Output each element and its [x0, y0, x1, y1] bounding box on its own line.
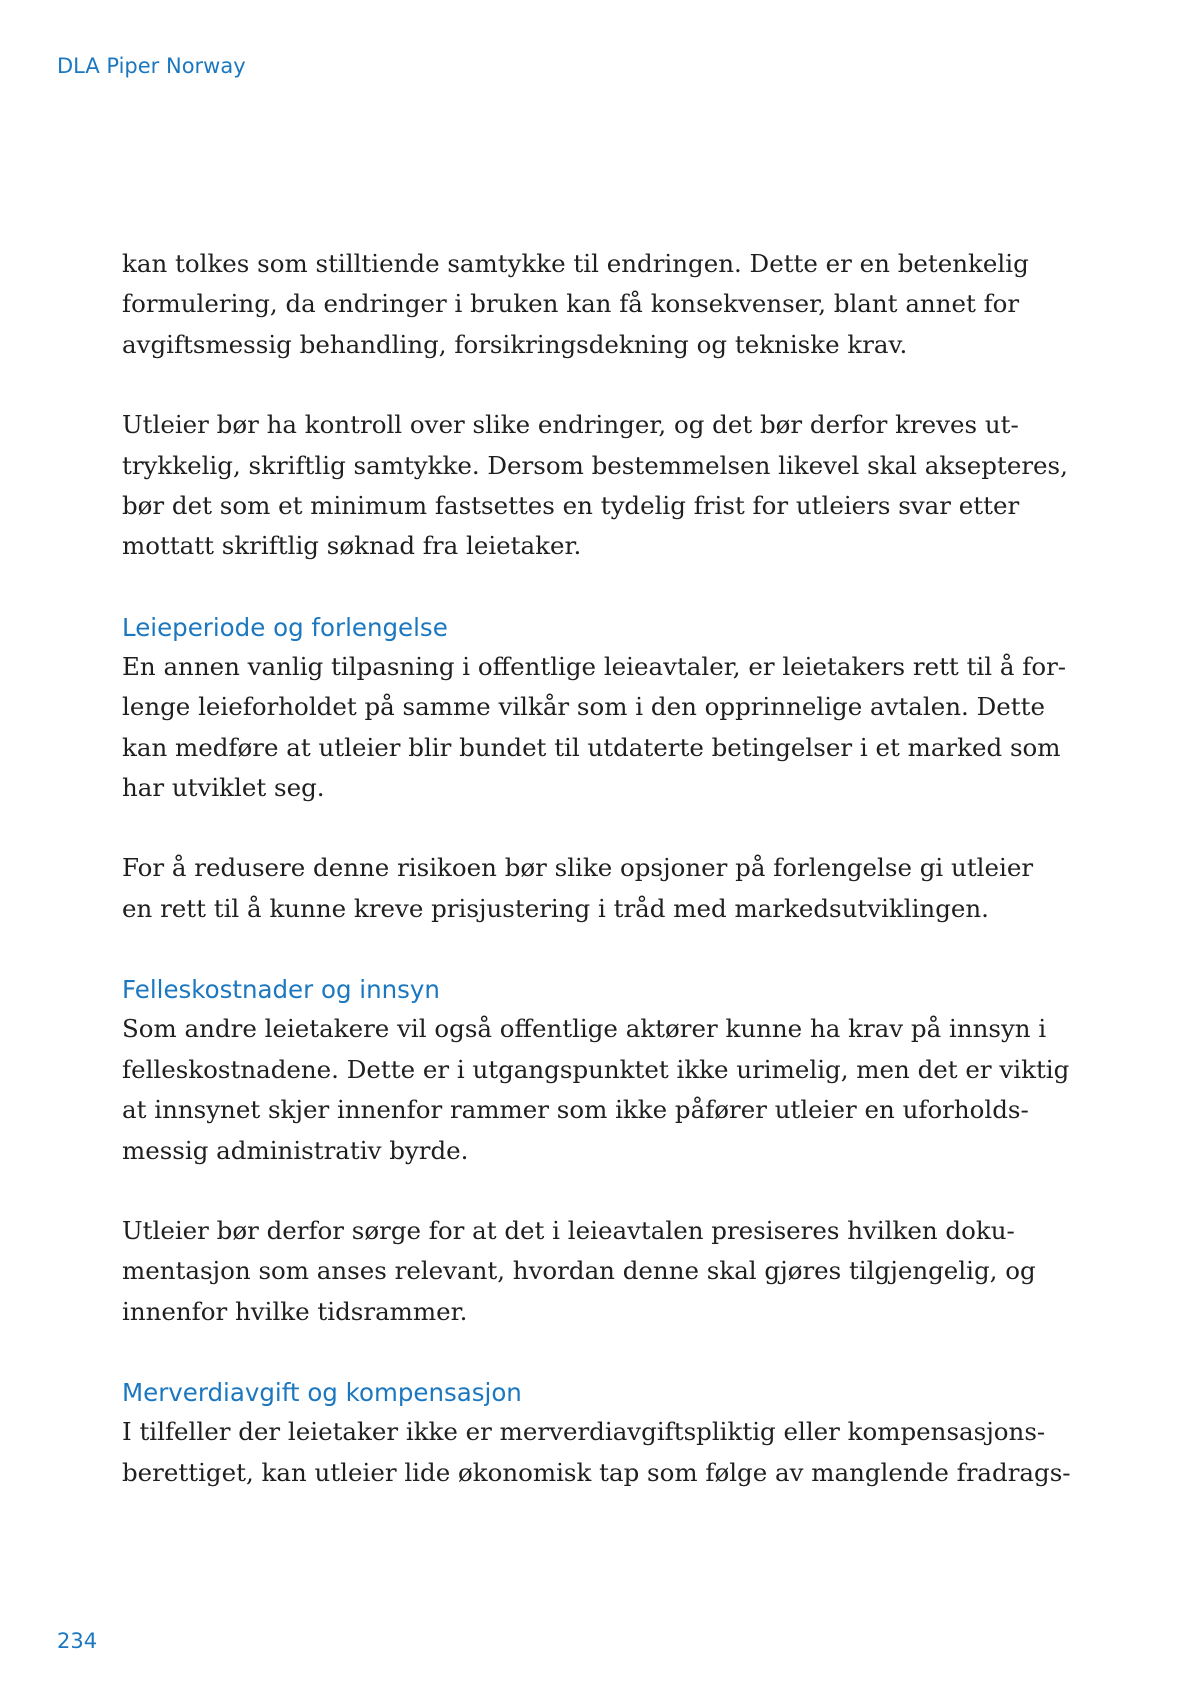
text-line: berettiget, kan utleier lide økonomisk tap som følge av manglende fradrags- — [122, 1457, 1071, 1487]
text-line: en rett til å kunne kreve prisjustering i tråd med markedsutviklingen. — [122, 893, 989, 923]
section-continuation — [122, 244, 1068, 567]
text-line: Utleier bør ha kontroll over slike endringer, og det bør derfor kreves ut- — [122, 410, 1019, 440]
text-line: at innsynet skjer innenfor rammer som ikke påfører utleier en uforholds- — [122, 1095, 1029, 1125]
text-line: Som andre leietakere vil også offentlige aktører kunne ha krav på innsyn i — [122, 1014, 1047, 1044]
section-felleskostnader — [122, 969, 1070, 1332]
running-header: DLA Piper Norway — [57, 54, 246, 78]
text-line: Utleier bør derfor sørge for at det i leieavtalen presiseres hvilken doku- — [122, 1215, 1015, 1245]
text-line: kan tolkes som stilltiende samtykke til endringen. Dette er en betenkelig — [122, 249, 1029, 278]
section-leieperiode — [122, 607, 1067, 929]
body-paragraph — [122, 1009, 1070, 1171]
text-line: trykkelig, skriftlig samtykke. Dersom bestemmelsen likevel skal aksepteres, — [122, 450, 1068, 480]
section-heading: Merverdiavgift og kompensasjon — [122, 1378, 522, 1408]
text-line: En annen vanlig tilpasning i offentlige leieavtaler, er leietakers rett til å for- — [122, 651, 1067, 681]
body-paragraph — [122, 1412, 1071, 1493]
text-line: formulering, da endringer i bruken kan få konsekvenser, blant annet for — [122, 289, 1020, 319]
text-line: lenge leieforholdet på samme vilkår som i den opprinnelige avtalen. Dette — [122, 692, 1045, 722]
text-line: innenfor hvilke tidsrammer. — [122, 1296, 468, 1326]
page-number: 234 — [57, 1629, 98, 1653]
page-body — [122, 244, 1071, 1493]
text-line: I tilfeller der leietaker ikke er merverdiavgiftspliktig eller kompensasjons- — [122, 1417, 1046, 1447]
section-heading: Felleskostnader og innsyn — [122, 975, 440, 1005]
body-paragraph — [122, 405, 1068, 567]
text-line: mentasjon som anses relevant, hvordan denne skal gjøres tilgjengelig, og — [122, 1256, 1036, 1286]
body-paragraph — [122, 244, 1029, 365]
body-paragraph — [122, 1211, 1036, 1332]
text-line: avgiftsmessig behandling, forsikringsdekning og tekniske krav. — [122, 329, 908, 359]
text-line: har utviklet seg. — [122, 773, 325, 803]
body-paragraph — [122, 848, 1034, 929]
text-line: mottatt skriftlig søknad fra leietaker. — [122, 531, 582, 561]
text-line: felleskostnadene. Dette er i utgangspunktet ikke urimelig, men det er viktig — [122, 1054, 1070, 1084]
text-line: kan medføre at utleier blir bundet til utdaterte betingelser i et marked som — [122, 732, 1061, 762]
text-line: messig administrativ byrde. — [122, 1135, 469, 1165]
section-heading: Leieperiode og forlengelse — [122, 612, 448, 642]
body-paragraph — [122, 647, 1067, 809]
text-line: bør det som et minimum fastsettes en tydelig frist for utleiers svar etter — [122, 491, 1020, 521]
text-line: For å redusere denne risikoen bør slike opsjoner på forlengelse gi utleier — [122, 853, 1034, 883]
section-merverdiavgift — [122, 1372, 1071, 1493]
